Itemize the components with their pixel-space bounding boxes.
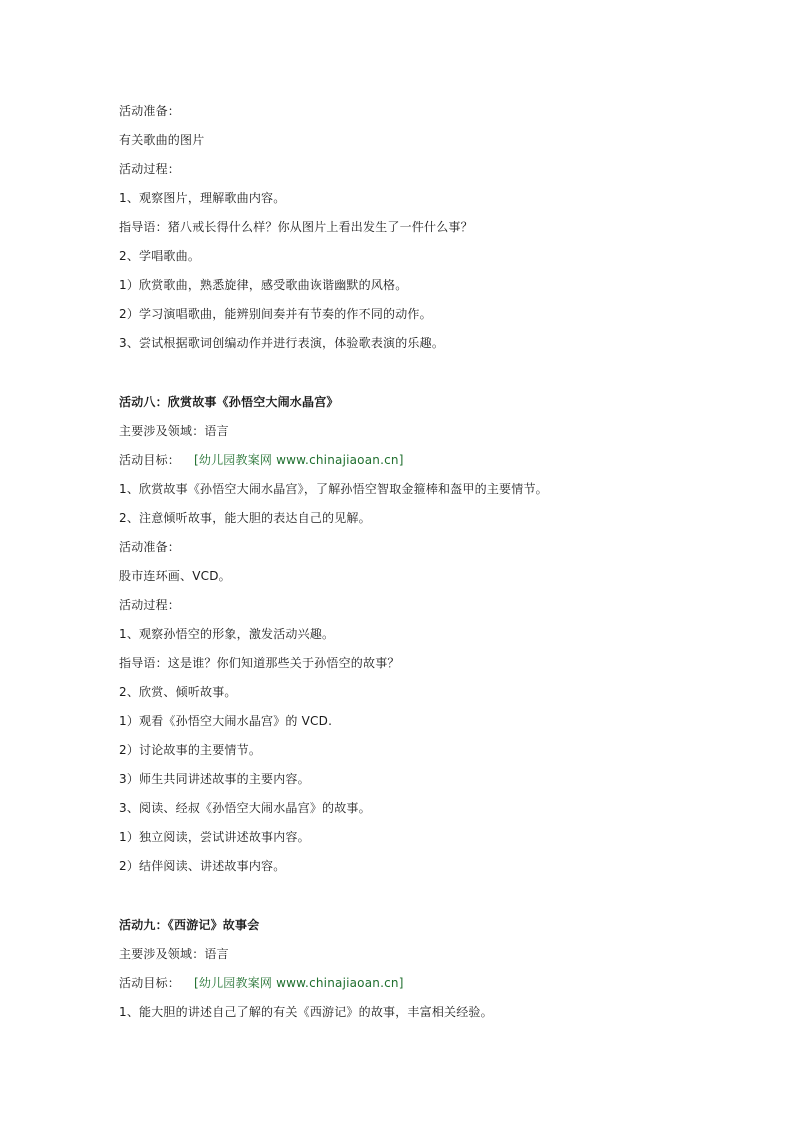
text-line: 2）结伴阅读、讲述故事内容。	[119, 859, 286, 873]
text-line: 1）独立阅读，尝试讲述故事内容。	[119, 830, 310, 844]
text-line: 2）讨论故事的主要情节。	[119, 743, 262, 757]
text-line: 股市连环画、VCD。	[119, 569, 231, 583]
text-line: 1）欣赏歌曲，熟悉旋律，感受歌曲诙谐幽默的风格。	[119, 278, 408, 292]
text-line: 活动过程：	[119, 162, 181, 176]
text-line: 活动准备：	[119, 104, 181, 118]
text-line: 3、尝试根据歌词创编动作并进行表演，体验歌表演的乐趣。	[119, 336, 445, 350]
text-line: 2、欣赏、倾听故事。	[119, 685, 237, 699]
text-line: 活动过程：	[119, 598, 181, 612]
text-line: 3）师生共同讲述故事的主要内容。	[119, 772, 310, 786]
section-heading-activity-9: 活动九：《西游记》故事会	[119, 918, 260, 932]
text-line: 2、学唱歌曲。	[119, 249, 201, 263]
text-line: 1）观看《孙悟空大闹水晶宫》的 VCD.	[119, 714, 333, 728]
text-line: 1、能大胆的讲述自己了解的有关《西游记》的故事，丰富相关经验。	[119, 1005, 493, 1019]
activity-goal-line	[119, 452, 404, 468]
text-line: 1、观察图片，理解歌曲内容。	[119, 191, 286, 205]
text-line: 1、观察孙悟空的形象，激发活动兴趣。	[119, 627, 335, 641]
text-line: 有关歌曲的图片	[119, 133, 205, 147]
text-line: 主要涉及领域：语言	[119, 424, 229, 438]
site-link[interactable]: [幼儿园教案网 www.chinajiaoan.cn]	[194, 976, 404, 990]
text-line: 2、注意倾听故事，能大胆的表达自己的见解。	[119, 511, 371, 525]
site-link[interactable]: [幼儿园教案网 www.chinajiaoan.cn]	[194, 453, 404, 467]
text-line: 指导语：这是谁？你们知道那些关于孙悟空的故事？	[119, 656, 400, 670]
activity-goal-label: 活动目标：	[119, 453, 181, 467]
text-line: 指导语：猪八戒长得什么样？你从图片上看出发生了一件什么事？	[119, 220, 473, 234]
text-line: 2）学习演唱歌曲，能辨别间奏并有节奏的作不同的动作。	[119, 307, 432, 321]
text-line: 主要涉及领域：语言	[119, 947, 229, 961]
text-line: 3、阅读、经叔《孙悟空大闹水晶宫》的故事。	[119, 801, 371, 815]
activity-goal-line	[119, 975, 404, 991]
activity-goal-label: 活动目标：	[119, 976, 181, 990]
text-line: 活动准备：	[119, 540, 181, 554]
text-line: 1、欣赏故事《孙悟空大闹水晶宫》，了解孙悟空智取金箍棒和盔甲的主要情节。	[119, 482, 548, 496]
section-heading-activity-8: 活动八：欣赏故事《孙悟空大闹水晶宫》	[119, 395, 339, 409]
